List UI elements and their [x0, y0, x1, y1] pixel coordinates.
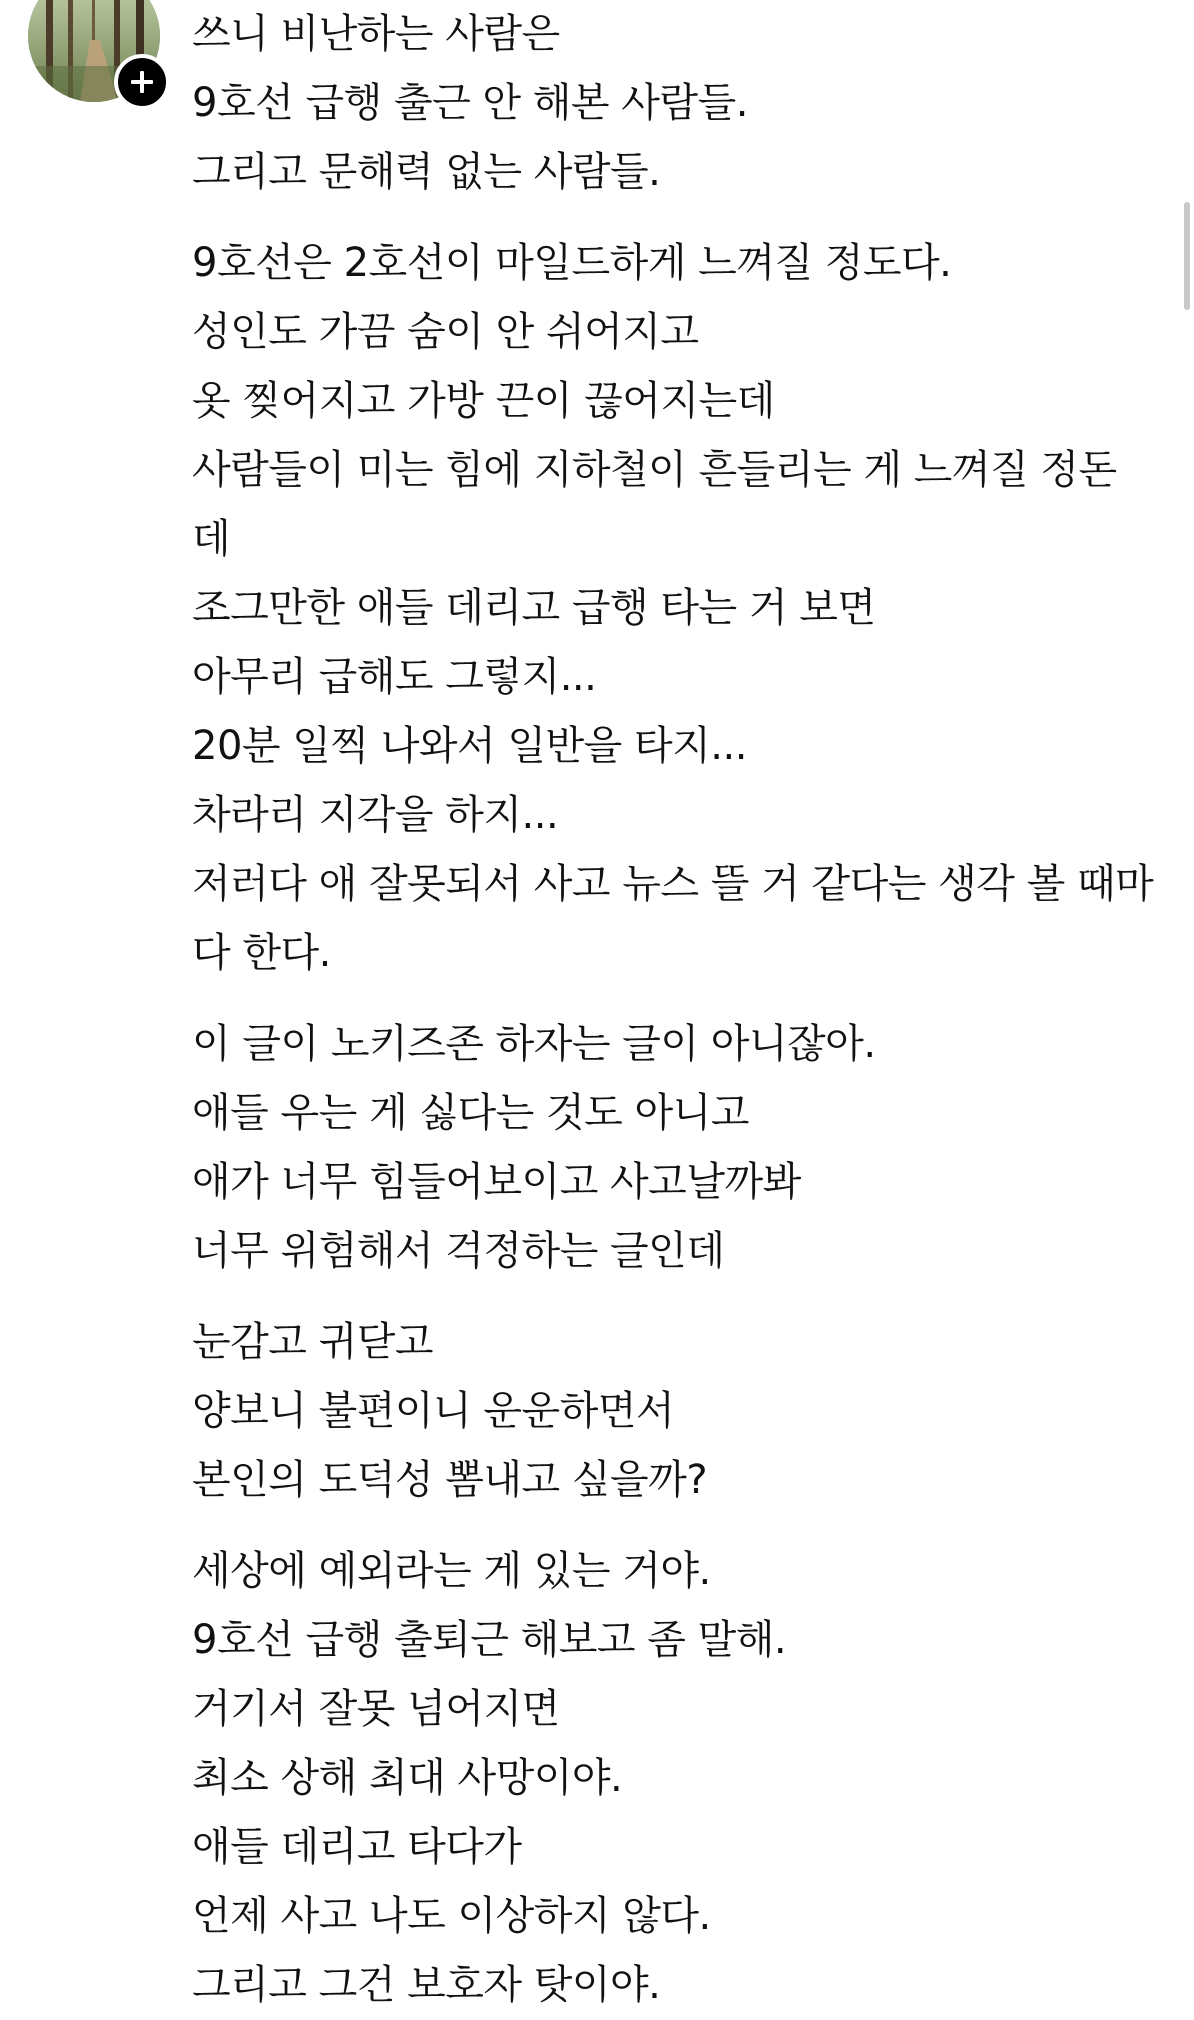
post-text-line: 차라리 지각을 하지... — [192, 792, 559, 838]
plus-icon — [129, 69, 155, 95]
post-paragraph — [192, 1537, 1172, 2020]
post-text-line: 저러다 애 잘못되서 사고 뉴스 뜰 거 같다는 생각 볼 때마 — [192, 861, 1154, 907]
post-text-line: 양보니 불편이니 운운하면서 — [192, 1388, 675, 1434]
post-text-line: 애들 우는 게 싫다는 것도 아니고 — [192, 1090, 749, 1136]
post-text-line: 20분 일찍 나와서 일반을 타지... — [192, 723, 747, 769]
post-text-line: 성인도 가끔 숨이 안 쉬어지고 — [192, 309, 699, 355]
follow-button[interactable] — [114, 54, 170, 110]
post-text-line: 눈감고 귀닫고 — [192, 1319, 434, 1365]
post-text-line: 그리고 문해력 없는 사람들. — [192, 149, 661, 195]
post-text-line: 이 글이 노키즈존 하자는 글이 아니잖아. — [192, 1021, 876, 1067]
scrollbar[interactable] — [1180, 0, 1194, 1997]
post-text-line: 그리고 그건 보호자 탓이야. — [192, 1962, 661, 2008]
post-text-line: 쓰니 비난하는 사람은 — [192, 11, 560, 57]
post-text-line: 최소 상해 최대 사망이야. — [192, 1755, 623, 1801]
post-body — [192, 0, 1172, 2020]
paragraph-gap — [192, 988, 1172, 1010]
post-text-line: 데 — [192, 516, 231, 562]
post-text-line: 언제 사고 나도 이상하지 않다. — [192, 1893, 711, 1939]
post-text-line: 거기서 잘못 넘어지면 — [192, 1686, 560, 1732]
post-text-line: 아무리 급해도 그렇지... — [192, 654, 597, 700]
post-text-line: 9호선 급행 출퇴근 해보고 좀 말해. — [192, 1617, 787, 1663]
post-text-line: 조그만한 애들 데리고 급행 타는 거 보면 — [192, 585, 876, 631]
post-text-line: 사람들이 미는 힘에 지하철이 흔들리는 게 느껴질 정돈 — [192, 447, 1117, 493]
post-text-line: 너무 위험해서 걱정하는 글인데 — [192, 1228, 725, 1274]
post-text-line: 애가 너무 힘들어보이고 사고날까봐 — [192, 1159, 801, 1205]
post-paragraph — [192, 0, 1172, 207]
post-paragraph — [192, 1308, 1172, 1515]
post-paragraph — [192, 1010, 1172, 1286]
post-text-line: 다 한다. — [192, 930, 331, 976]
paragraph-gap — [192, 207, 1172, 229]
post-text-line: 옷 찢어지고 가방 끈이 끊어지는데 — [192, 378, 775, 424]
post-text-line: 세상에 예외라는 게 있는 거야. — [192, 1548, 711, 1594]
post-text-line: 본인의 도덕성 뽐내고 싶을까? — [192, 1457, 708, 1503]
post-paragraph — [192, 229, 1172, 988]
paragraph-gap — [192, 1515, 1172, 1537]
post-text-line: 애들 데리고 타다가 — [192, 1824, 522, 1870]
paragraph-gap — [192, 1286, 1172, 1308]
post-text-line: 9호선 급행 출근 안 해본 사람들. — [192, 80, 748, 126]
post-text-line: 9호선은 2호선이 마일드하게 느껴질 정도다. — [192, 240, 952, 286]
scrollbar-thumb[interactable] — [1184, 202, 1190, 310]
avatar-container[interactable] — [28, 0, 160, 102]
